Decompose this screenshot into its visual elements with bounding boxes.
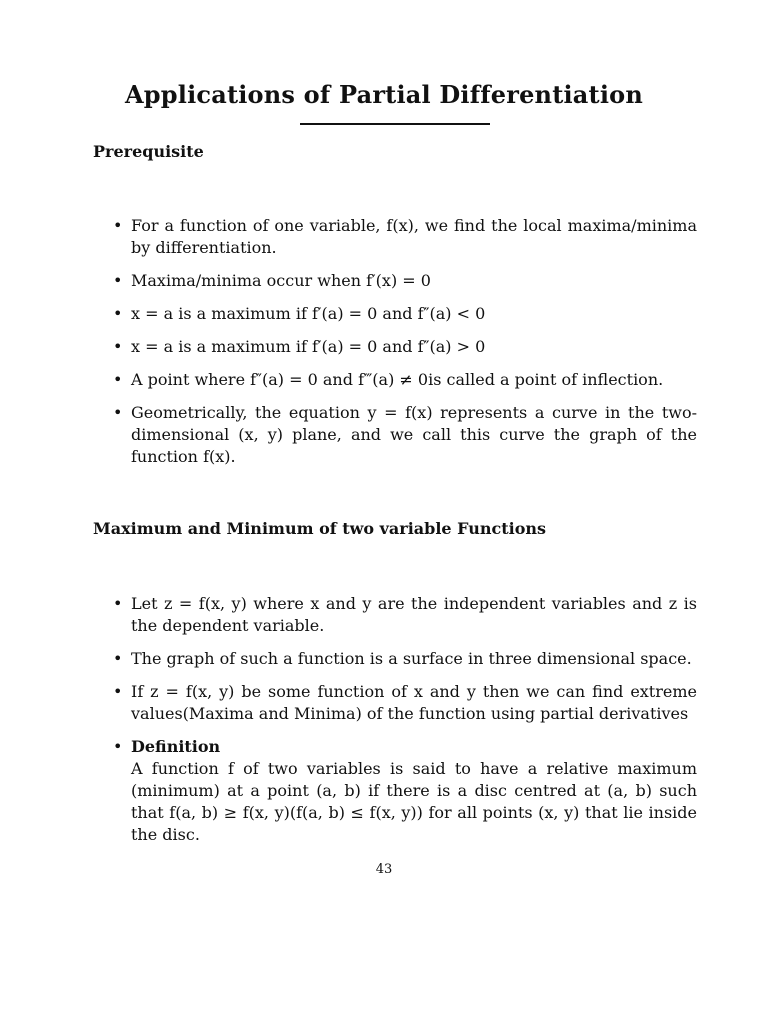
section-heading-prerequisite: Prerequisite (93, 142, 204, 161)
page-number: 43 (375, 862, 393, 877)
prerequisite-list (113, 215, 697, 479)
list-item: • x = a is a maximum if f′(a) = 0 and f″(a) > 0 (113, 336, 697, 358)
list-item: • x = a is a maximum if f′(a) = 0 and f″(a) < 0 (113, 303, 697, 325)
max-min-list (113, 593, 697, 857)
list-item: • A point where f″(a) = 0 and f‴(a) ≠ 0is called a point of inflection. (113, 369, 697, 391)
list-item: • If z = f(x, y) be some function of x and y then we can find extreme values(Maxima and Minima) of the function using partial derivatives (113, 681, 697, 725)
list-item: • Geometrically, the equation y = f(x) represents a curve in the two-dimensional (x, y) plane, and we call this curve the graph of the function f(x). (113, 402, 697, 468)
page-title: Applications of Partial Differentiation (124, 80, 644, 109)
title-underline (300, 123, 490, 125)
list-item: • The graph of such a function is a surface in three dimensional space. (113, 648, 697, 670)
list-item (113, 736, 697, 846)
section-heading-max-min: Maximum and Minimum of two variable Functions (93, 519, 547, 538)
definition-term: Definition (131, 737, 221, 756)
definition-text: A function f of two variables is said to have a relative maximum (minimum) at a point (a, b) if there is a disc centred at (a, b) such that f(a, b) ≥ f(x, y)(f(a, b) ≤ f(x, y)) for all points (x, y) that lie inside the disc. (131, 759, 697, 844)
list-item: • For a function of one variable, f(x), we find the local maxima/minima by differentiation. (113, 215, 697, 259)
list-item: • Maxima/minima occur when f′(x) = 0 (113, 270, 697, 292)
list-item: • Let z = f(x, y) where x and y are the independent variables and z is the dependent variable. (113, 593, 697, 637)
